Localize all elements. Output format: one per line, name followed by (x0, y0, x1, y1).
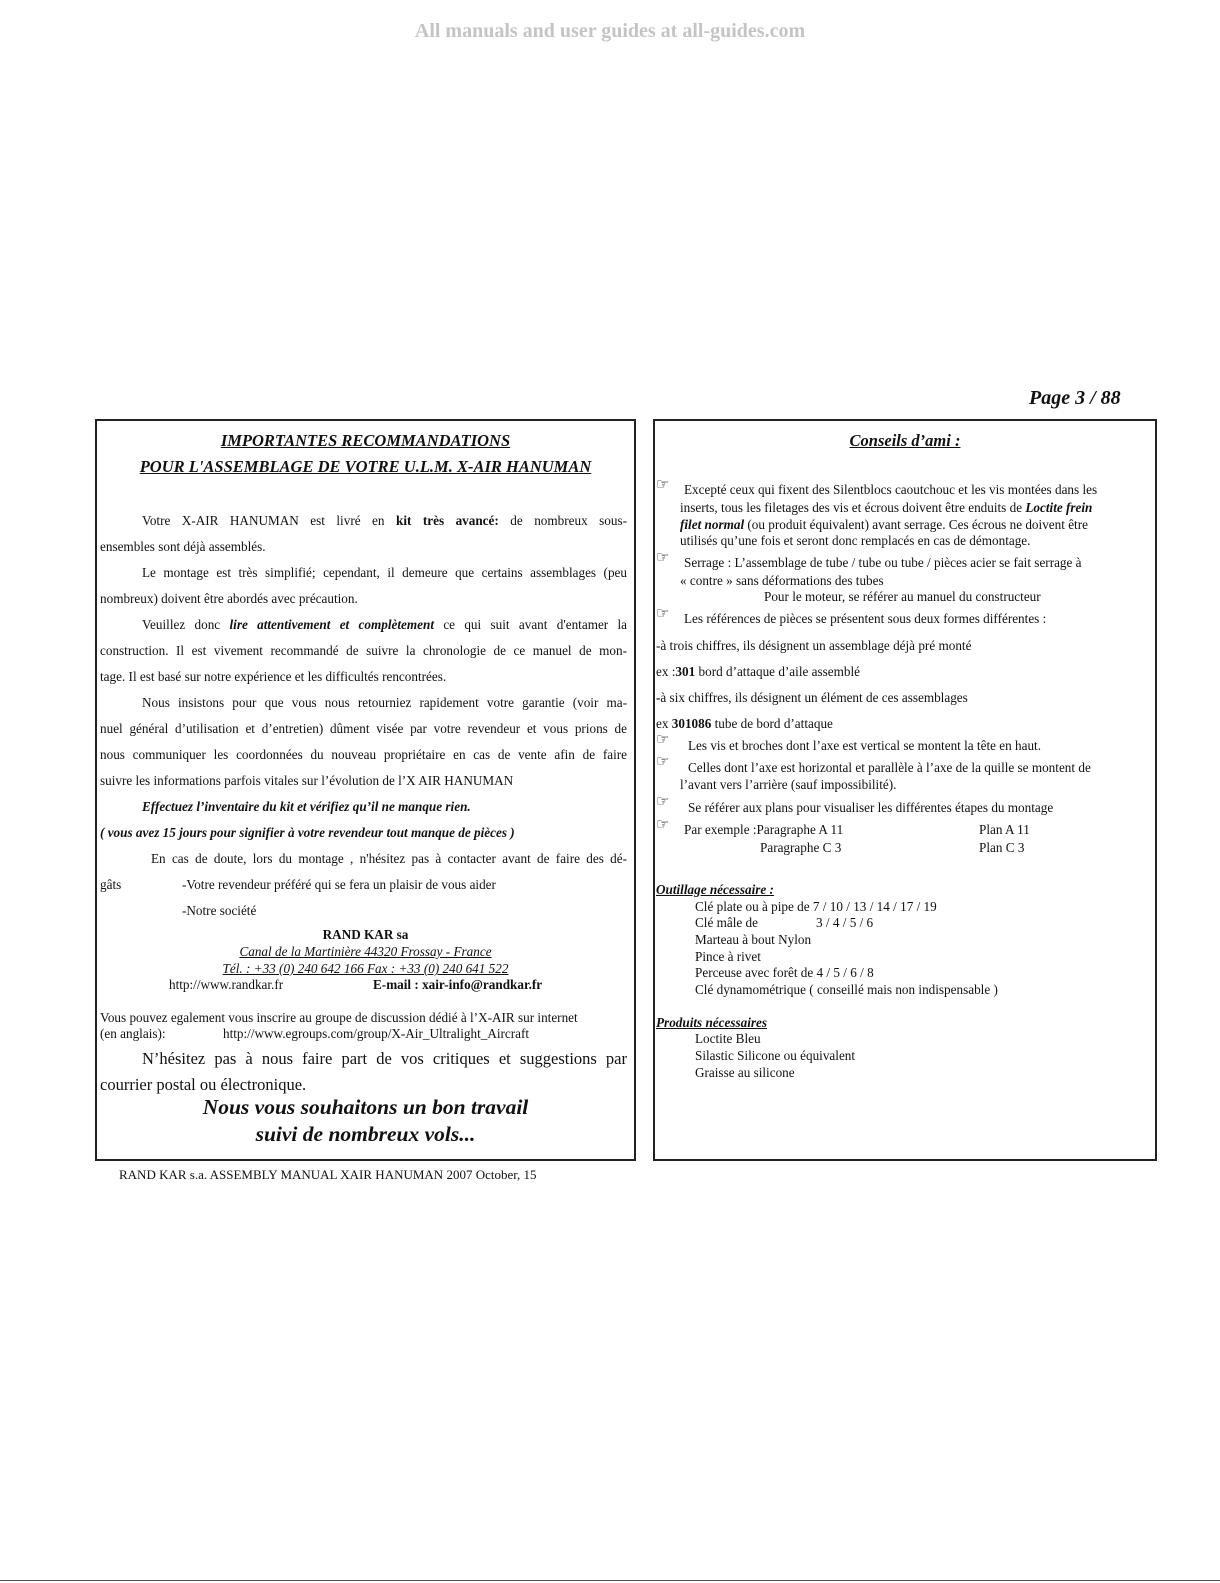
closing-wish-1: Nous vous souhaitons un bon travail (202, 1095, 529, 1119)
tool-item: Marteau à bout Nylon (695, 932, 812, 947)
product-item: Loctite Bleu (695, 1031, 761, 1046)
tool-item-sizes: 3 / 4 / 5 / 6 (816, 915, 874, 930)
recommendations-title-1: IMPORTANTES RECOMMANDATIONS (220, 431, 511, 450)
contact-company: -Notre société (182, 903, 257, 918)
reference-six-digits-example (656, 716, 833, 732)
paragraph-4-line-1: Nous insistons pour que vous nous retourniez rapidement votre garantie (voir ma- (142, 695, 627, 710)
example-prefix-2: ex (656, 716, 669, 731)
company-website-link[interactable]: http://www.randkar.fr (169, 977, 284, 992)
pointing-hand-icon: ☞ (656, 550, 670, 566)
advice-5-line-1: Celles dont l’axe est horizontal et parallèle à l’axe de la quille se montent de (688, 760, 1091, 775)
advice-1-line-1: Excepté ceux qui fixent des Silentblocs caoutchouc et les vis montées dans les (684, 482, 1098, 497)
p1-text-end: de nombreux sous- (510, 513, 627, 528)
discussion-group-link[interactable]: http://www.egroups.com/group/X-Air_Ultralight_Aircraft (223, 1026, 530, 1041)
paragraph-8-line-2: (en anglais): (100, 1026, 166, 1041)
company-email-link[interactable]: E-mail : xair-info@randkar.fr (373, 977, 543, 992)
page-footer: RAND KAR s.a. ASSEMBLY MANUAL XAIR HANUMAN 2007 October, 15 (119, 1167, 537, 1182)
example-ref-301: 301 (675, 664, 696, 679)
tool-item: Perceuse avec forêt de 4 / 5 / 6 / 8 (695, 965, 874, 980)
advice-1-text-2: (ou produit équivalent) avant serrage. Ces écrous ne doivent être (747, 517, 1088, 532)
tool-item: Pince à rivet (695, 949, 761, 964)
advice-1-line-4: utilisés qu’une fois et seront donc remplacés en cas de démontage. (680, 533, 1031, 548)
advice-title: Conseils d’ami : (849, 431, 961, 450)
tools-title: Outillage nécessaire : (656, 882, 774, 897)
pointing-hand-icon: ☞ (656, 732, 670, 748)
p3-emphasis: lire attentivement et complètement (229, 617, 434, 632)
products-title: Produits nécessaires (656, 1015, 767, 1030)
paragraph-2-line-1: Le montage est très simplifié; cependant, il demeure que certains assemblages (peu (142, 565, 627, 580)
example-plan-c3: Plan C 3 (979, 840, 1025, 855)
six-digit-text: à six chiffres, ils désignent un élément de ces assemblages (660, 690, 968, 705)
paragraph-7-line-1: En cas de doute, lors du montage , n'hésitez pas à contacter avant de faire des dé- (151, 851, 627, 866)
paragraph-7-line-2: gâts (100, 877, 122, 892)
bottom-rule (0, 1580, 1220, 1581)
paragraph-3-line-1 (142, 617, 627, 633)
example-ref-301086: 301086 (671, 716, 712, 731)
tool-item: Clé plate ou à pipe de 7 / 10 / 13 / 14 / 17 / 19 (695, 899, 937, 914)
advice-1-line-3 (680, 517, 1088, 533)
dash: - (656, 690, 661, 705)
product-item: Graisse au silicone (695, 1065, 795, 1080)
contact-dealer: -Votre revendeur préféré qui se fera un plaisir de vous aider (182, 877, 496, 892)
paragraph-3-line-2: construction. Il est vivement recommandé de suivre la chronologie de ce manuel de mon- (100, 643, 627, 658)
reference-three-digits-example (656, 664, 860, 680)
p1-text: Votre X-AIR HANUMAN est livré en (142, 513, 385, 528)
paragraph-1-line-1 (142, 513, 627, 529)
p1-bold: kit très avancé: (395, 513, 499, 528)
advice-1-line-2 (680, 500, 1092, 516)
page-number: Page 3 / 88 (1029, 387, 1121, 409)
pointing-hand-icon: ☞ (656, 794, 670, 810)
advice-3: Les références de pièces se présentent sous deux formes différentes : (684, 611, 1047, 626)
pointing-hand-icon: ☞ (656, 606, 670, 622)
paragraph-4-line-4: suivre les informations parfois vitales sur l’évolution de l’X AIR HANUMAN (100, 773, 514, 788)
example-desc: bord d’attaque d’aile assemblé (698, 664, 860, 679)
product-item: Silastic Silicone ou équivalent (695, 1048, 856, 1063)
reference-three-digits: -à trois chiffres, ils désignent un assemblage déjà pré monté (656, 638, 972, 653)
paragraph-1-line-2: ensembles sont déjà assemblés. (100, 539, 266, 554)
advice-2-line-3: Pour le moteur, se référer au manuel du constructeur (764, 589, 1041, 604)
watermark: All manuals and user guides at all-guides.com (414, 20, 806, 42)
paragraph-3-line-3: tage. Il est basé sur notre expérience et les difficultés rencontrées. (100, 669, 447, 684)
loctite-emphasis-2: filet normal (680, 517, 745, 532)
p3-text-end: ce qui suit avant d'entamer la (443, 617, 628, 632)
company-phone-fax: Tél. : +33 (0) 240 642 166 Fax : +33 (0) 240 641 522 (222, 961, 509, 976)
company-name: RAND KAR sa (322, 927, 409, 942)
advice-1-text: inserts, tous les filetages des vis et écrous doivent être enduits de (680, 500, 1023, 515)
example-prefix: ex : (656, 664, 676, 679)
reference-six-digits (656, 690, 968, 706)
recommendations-title-2: POUR L'ASSEMBLAGE DE VOTRE U.L.M. X-AIR HANUMAN (139, 457, 592, 476)
pointing-hand-icon: ☞ (656, 817, 670, 833)
advice-5-line-2: l’avant vers l’arrière (sauf impossibilité). (680, 777, 897, 792)
company-address: Canal de la Martinière 44320 Frossay - France (239, 944, 492, 959)
paragraph-8-line-1: Vous pouvez egalement vous inscrire au groupe de discussion dédié à l’X-AIR sur internet (100, 1010, 578, 1025)
tool-item: Clé mâle de (695, 915, 758, 930)
advice-6: Se référer aux plans pour visualiser les différentes étapes du montage (688, 800, 1054, 815)
example-plan-a11: Plan A 11 (979, 822, 1030, 837)
example-desc-2: tube de bord d’attaque (714, 716, 833, 731)
advice-2-line-1: Serrage : L’assemblage de tube / tube ou tube / pièces acier se fait serrage à (684, 555, 1082, 570)
advice-4: Les vis et broches dont l’axe est vertical se montent la tête en haut. (688, 738, 1042, 753)
example-paragraph-a11: Par exemple :Paragraphe A 11 (684, 822, 844, 837)
paragraph-2-line-2: nombreux) doivent être abordés avec précaution. (100, 591, 358, 606)
pointing-hand-icon: ☞ (656, 754, 670, 770)
advice-2-line-2: « contre » sans déformations des tubes (680, 573, 884, 588)
paragraph-9-line-1: N’hésitez pas à nous faire part de vos critiques et suggestions par (142, 1049, 627, 1068)
p3-text: Veuillez donc (142, 617, 221, 632)
pointing-hand-icon: ☞ (656, 477, 670, 493)
advice-panel (653, 419, 1157, 1161)
paragraph-9-line-2: courrier postal ou électronique. (100, 1075, 307, 1094)
paragraph-4-line-2: nuel général d’utilisation et d’entretien) dûment visée par votre revendeur et vous prions de (100, 721, 627, 736)
tool-item: Clé dynamométrique ( conseillé mais non indispensable ) (695, 982, 998, 997)
inventory-deadline: ( vous avez 15 jours pour signifier à votre revendeur tout manque de pièces ) (100, 825, 515, 840)
recommendations-panel (95, 419, 636, 1161)
closing-wish-2: suivi de nombreux vols... (255, 1122, 476, 1146)
paragraph-4-line-3: nous communiquer les coordonnées du nouveau propriétaire en cas de vente afin de faire (100, 747, 627, 762)
example-paragraph-c3: Paragraphe C 3 (760, 840, 842, 855)
loctite-emphasis: Loctite frein (1025, 500, 1093, 515)
inventory-note: Effectuez l’inventaire du kit et vérifiez qu’il ne manque rien. (142, 799, 471, 814)
